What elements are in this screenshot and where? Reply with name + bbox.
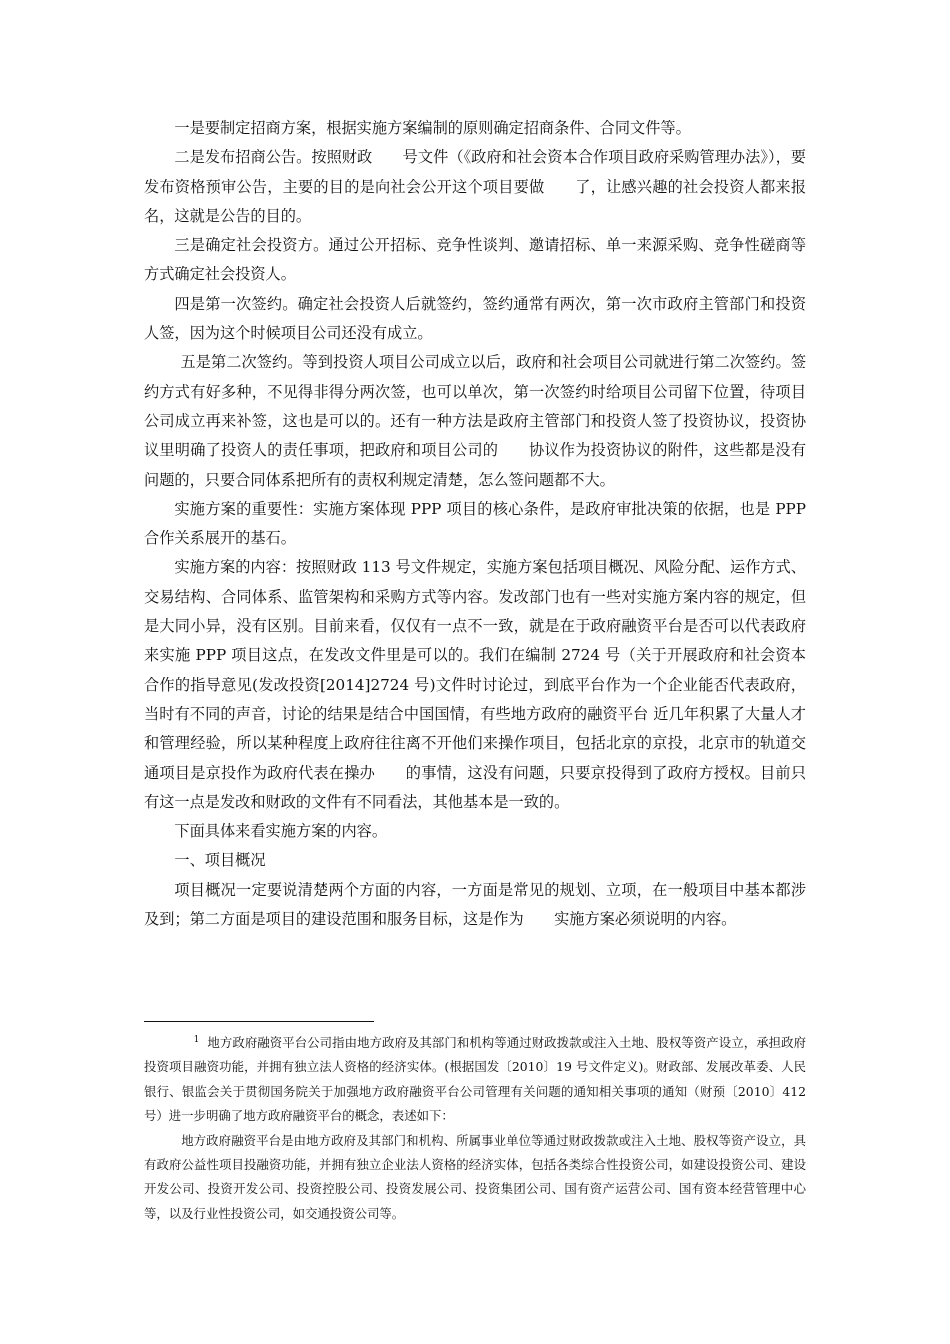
section-heading-project-overview: 一、项目概况 — [174, 851, 266, 870]
paragraph-second-signing: 五是第二次签约。等到投资人项目公司成立以后，政府和社会项目公司就进行第二次签约。签约方式有好多种，不见得非得分两次签，也可以单次，第一次签约时给项目公司留下位置，待项目公司成立再来补签，这也是可以的。还有一种方法是政府主管部门和投资人签了投资协议，投资协议里明确了投资人的责任事项，把政府和项目公司的 协议作为投资协议的附件，这些都是没有问题的，只要合同体系把所有的责权利规定清楚，怎么签问题都不大。 — [144, 353, 806, 489]
paragraph-plan-importance: 实施方案的重要性：实施方案体现 PPP 项目的核心条件，是政府审批决策的依据，也是 PPP 合作关系展开的基石。 — [144, 499, 806, 548]
paragraph-recruitment-plan: 一是要制定招商方案，根据实施方案编制的原则确定招商条件、合同文件等。 — [174, 119, 691, 137]
footnote-text: 地方政府融资平台公司指由地方政府及其部门和机构等通过财政拨款或注入土地、股权等资产设立，承担政府投资项目融资功能，并拥有独立法人资格的经济实体。(根据国发〔2010〕19 号文件定义)。财政部、发展改革委、人民银行、银监会关于贯彻国务院关于加强地方政府融资平台公司管理有关问题的通知相关事项的通知（财预〔2010〕412 号）进一步明确了地方政府融资平台的概念，表述如下： — [144, 1035, 806, 1124]
paragraph-tender-announcement: 二是发布招商公告。按照财政 号文件（《政府和社会资本合作项目政府采购管理办法》），要发布资格预审公告，主要的目的是向社会公开这个项目要做 了，让感兴趣的社会投资人都来报名，这就是公告的目的。 — [144, 148, 806, 225]
footnote-divider — [144, 1021, 374, 1022]
footnote-1 — [144, 1031, 806, 1129]
paragraph-plan-contents: 实施方案的内容：按照财政 113 号文件规定，实施方案包括项目概况、风险分配、运作方式、交易结构、合同体系、监管架构和采购方式等内容。发改部门也有一些对实施方案内容的规定，但是大同小异，没有区别。目前来看，仅仅有一点不一致，就是在于政府融资平台是否可以代表政府来实施 PPP 项目这点，在发改文件里是可以的。我们在编制 2724 号（关于开展政府和社会资本合作的指导意见(发改投资[2014]2724 号)文件时讨论过，到底平台作为一个企业能否代表政府，当时有不同的声音，讨论的结果是结合中国国情，有些地方政府的融资平台 近几年积累了大量人才和管理经验，所以某种程度上政府往往离不开他们来操作项目，包括北京的京投，北京市的轨道交通项目是京投作为政府代表在操办 的事情，这没有问题，只要京投得到了政府方授权。目前只有这一点是发改和财政的文件有不同看法，其他基本是一致的。 — [144, 558, 806, 811]
paragraph-first-signing: 四是第一次签约。确定社会投资人后就签约，签约通常有两次，第一次市政府主管部门和投资人签，因为这个时候项目公司还没有成立。 — [144, 294, 806, 343]
paragraph-intro-contents: 下面具体来看实施方案的内容。 — [174, 822, 388, 841]
footnote-area — [144, 1031, 806, 1226]
document-body — [144, 114, 806, 934]
footnote-mark: 1 — [193, 1034, 200, 1045]
paragraph-select-investor: 三是确定社会投资方。通过公开招标、竞争性谈判、邀请招标、单一来源采购、竞争性磋商等方式确定社会投资人。 — [144, 236, 806, 284]
paragraph-project-overview: 项目概况一定要说清楚两个方面的内容，一方面是常见的规划、立项，在一般项目中基本都涉及到；第二方面是项目的建设范围和服务目标，这是作为 实施方案必须说明的内容。 — [144, 880, 806, 929]
footnote-continuation: 地方政府融资平台是由地方政府及其部门和机构、所属事业单位等通过财政拨款或注入土地、股权等资产设立，具有政府公益性项目投融资功能，并拥有独立企业法人资格的经济实体，包括各类综合性投资公司，如建设投资公司、建设开发公司、投资开发公司、投资控股公司、投资发展公司、投资集团公司、国有资产运营公司、国有资本经营管理中心等，以及行业性投资公司，如交通投资公司等。 — [144, 1132, 806, 1221]
